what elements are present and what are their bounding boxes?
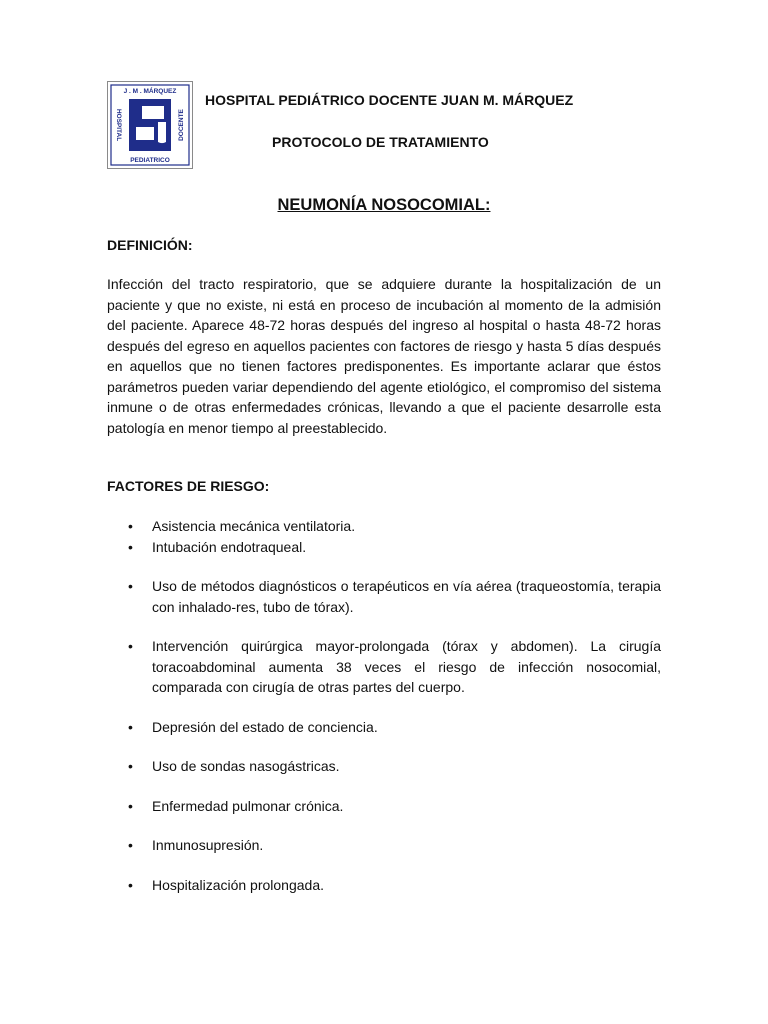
hospital-logo (107, 81, 193, 169)
risk-factor-item: • Asistencia mecánica ventilatoria. (107, 516, 661, 537)
risk-factor-item: • Uso de sondas nasogástricas. (107, 756, 661, 777)
risk-factor-item: • Intubación endotraqueal. (107, 537, 661, 558)
definition-heading: DEFINICIÓN: (107, 237, 193, 253)
risk-factor-item: • Inmunosupresión. (107, 835, 661, 856)
risk-factors-heading: FACTORES DE RIESGO: (107, 478, 270, 494)
risk-factor-item: • Enfermedad pulmonar crónica. (107, 796, 661, 817)
definition-body: Infección del tracto respiratorio, que se adquiere durante la hospitalización de un paciente y que no existe, ni está en proceso de incubación al momento de la admisión del paciente. Aparece 48-72 horas después del ingreso al hospital o hasta 48-72 horas después del egreso en aquellos pacientes con factores de riesgo y hasta 5 días después en aquellos que no tienen factores predisponentes. Es importante aclarar que éstos parámetros pueden variar dependiendo del agente etiológico, el compromiso del sistema inmune o de otras enfermedades crónicas, llevando a que el paciente desarrolle esta patología en menor tiempo al preestablecido. (107, 276, 661, 436)
logo-emblem (129, 99, 171, 151)
logo-bottom-text: PEDIATRICO (130, 157, 170, 164)
risk-factor-item: • Depresión del estado de conciencia. (107, 717, 661, 738)
logo-right-text: DOCENTE (178, 109, 185, 141)
hospital-logo-graphic (108, 82, 192, 168)
hospital-name: HOSPITAL PEDIÁTRICO DOCENTE JUAN M. MÁRQUEZ (205, 92, 574, 108)
document-title: NEUMONÍA NOSOCOMIAL: (277, 196, 491, 214)
risk-factor-item: • Hospitalización prolongada. (107, 875, 661, 896)
protocol-label: PROTOCOLO DE TRATAMIENTO (272, 134, 489, 150)
logo-left-text: HOSPITAL (115, 108, 122, 142)
risk-factor-item: • Uso de métodos diagnósticos o terapéuticos en vía aérea (traqueostomía, terapia con inhalado-res, tubo de tórax). (107, 576, 661, 617)
logo-top-text: J . M . MÁRQUEZ (123, 88, 177, 95)
risk-factor-item: • Intervención quirúrgica mayor-prolongada (tórax y abdomen). La cirugía toracoabdominal aumenta 38 veces el riesgo de infección nosocomial, comparada con cirugía de otras partes del cuerpo. (107, 636, 661, 698)
risk-factors-list (107, 516, 661, 895)
